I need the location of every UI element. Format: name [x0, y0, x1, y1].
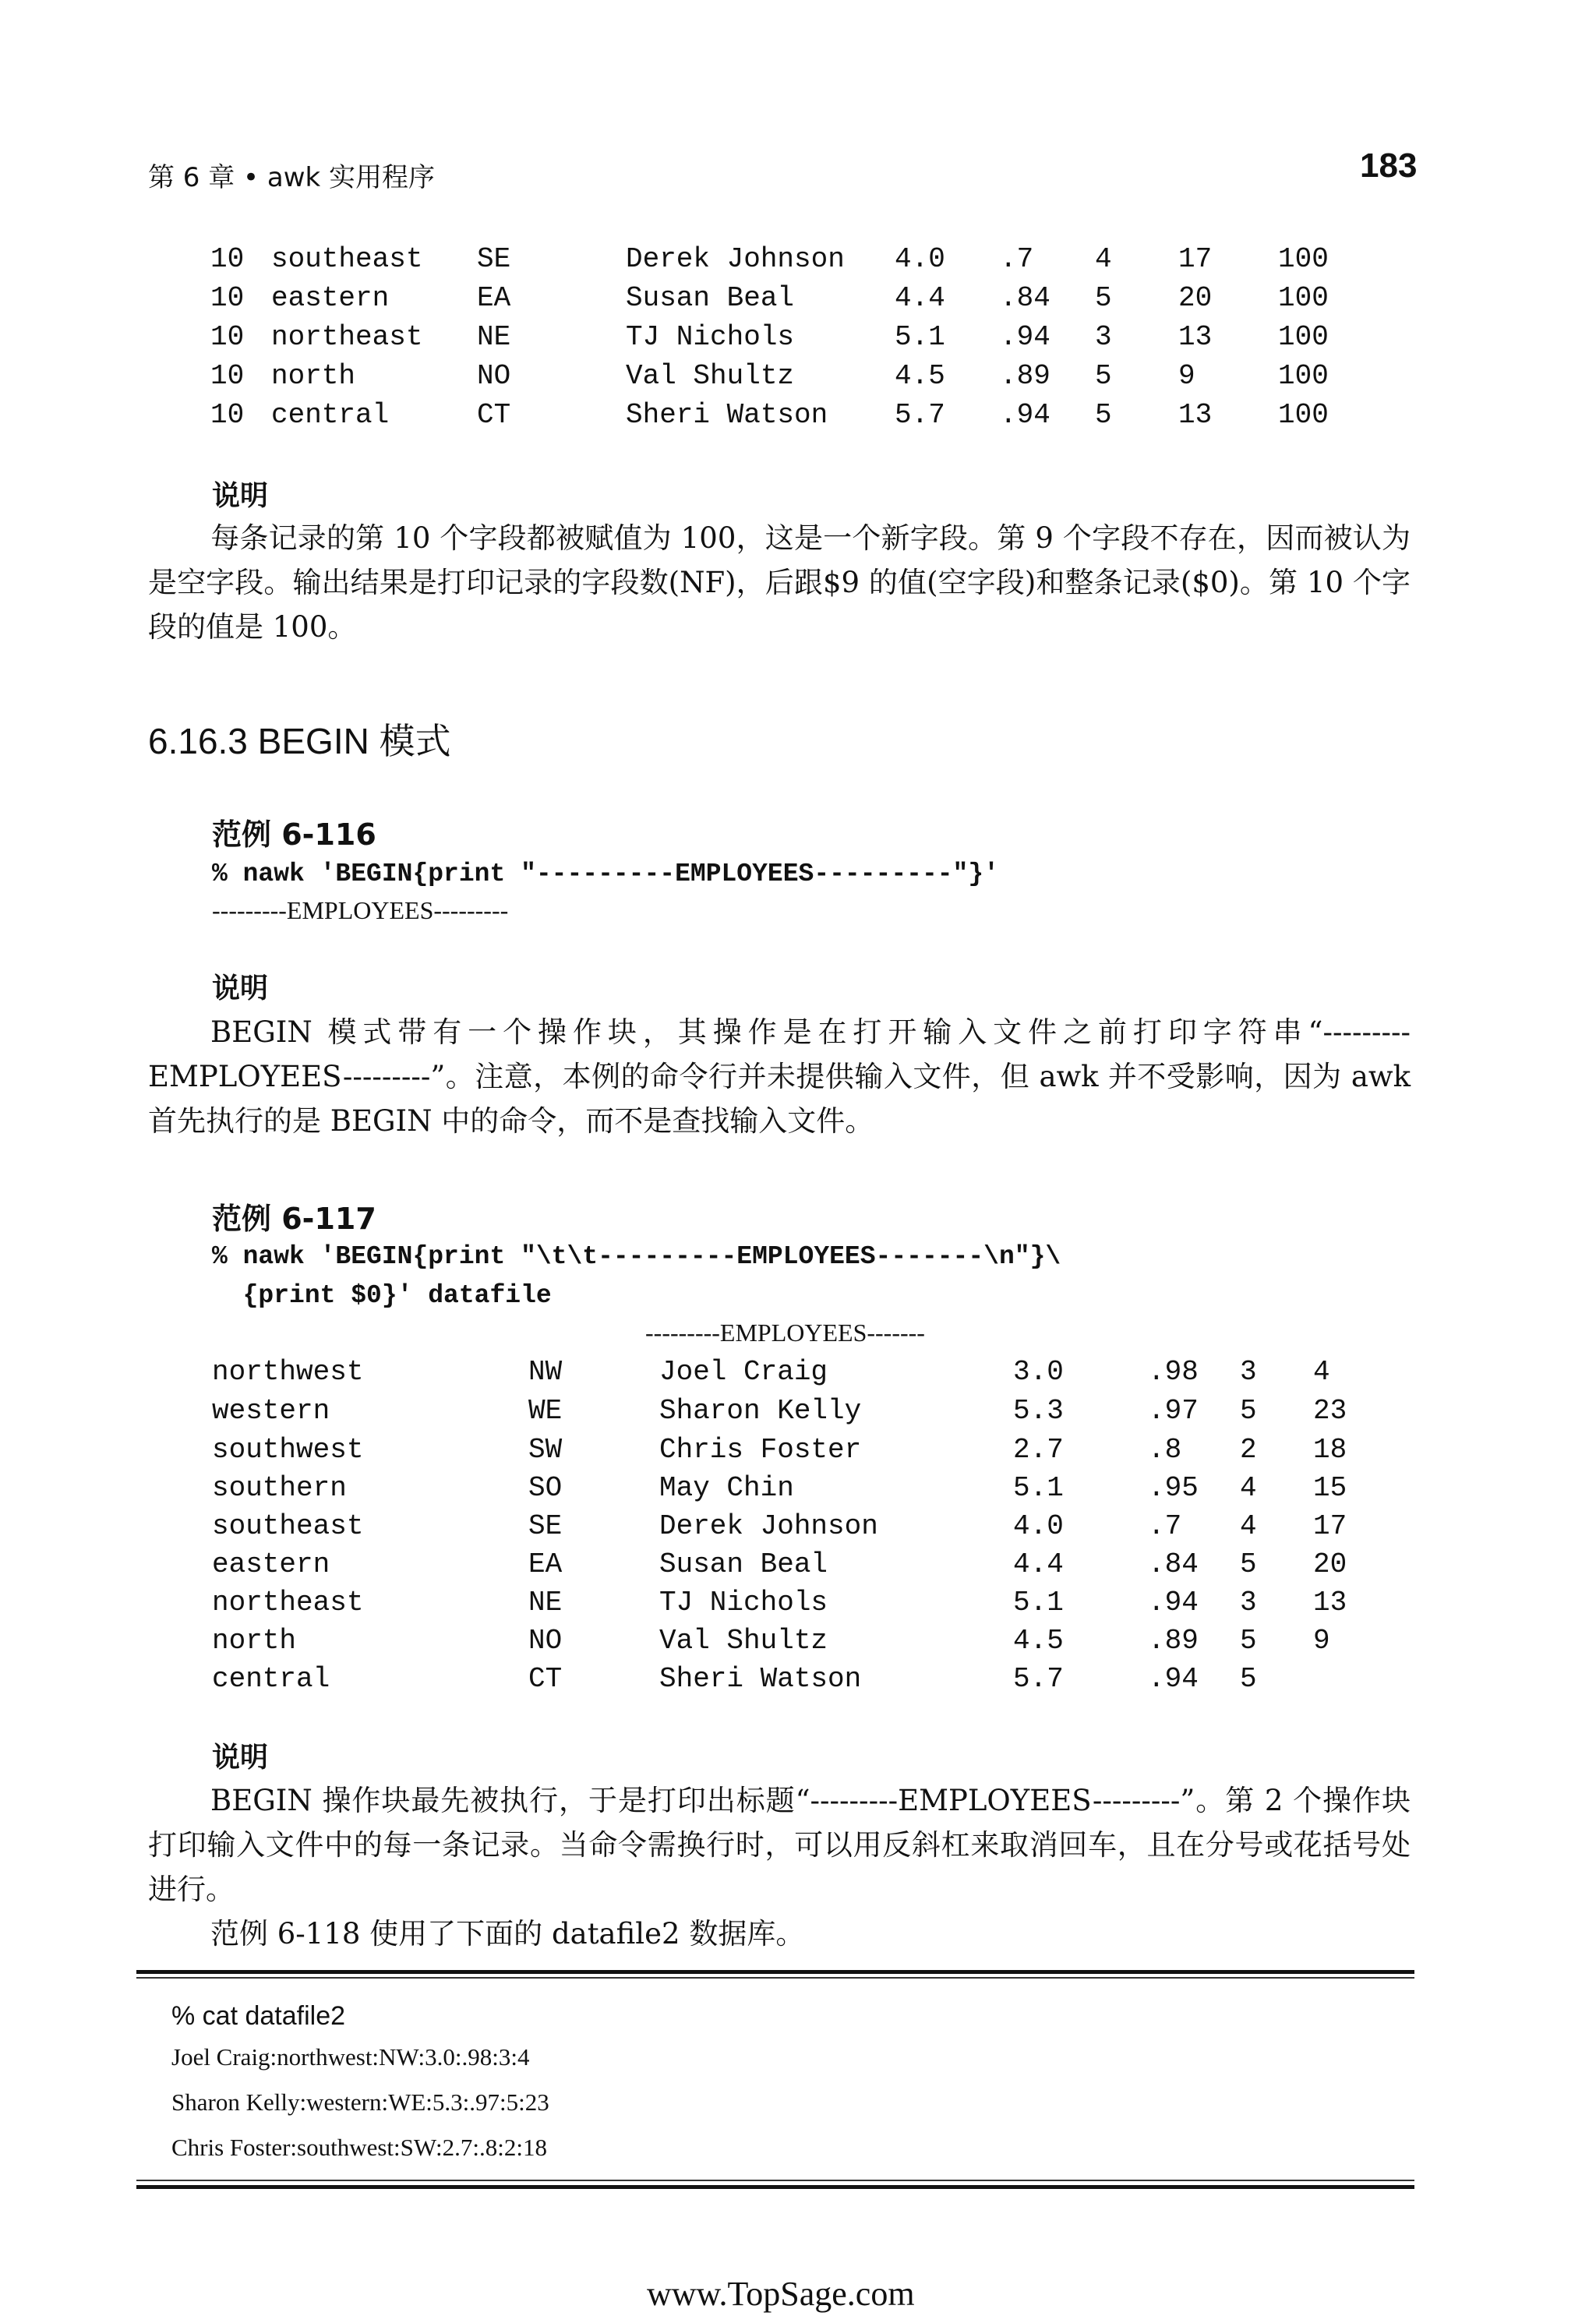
field-name: Susan Beal [626, 282, 795, 314]
field-f4: 5.1 [1013, 1587, 1064, 1619]
field-f6: 3 [1240, 1587, 1257, 1619]
table-row [0, 1356, 1330, 1395]
field-f6: 4 [1240, 1472, 1257, 1504]
note-paragraph [148, 1778, 1411, 1912]
note-heading: 说明 [212, 480, 269, 512]
field-f4: 5.7 [1013, 1663, 1064, 1695]
chapter-header: 第 6 章 • awk 实用程序 [148, 162, 436, 193]
field-f6: .94 [1000, 399, 1050, 431]
note-heading: 说明 [212, 973, 269, 1004]
field-f6: 3 [1240, 1356, 1257, 1388]
listing-line: Sharon Kelly:western:WE:5.3:.97:5:23 [171, 2088, 549, 2116]
note-heading: 说明 [212, 1742, 269, 1774]
field-f7: 13 [1313, 1587, 1347, 1619]
field-nf: 10 [210, 243, 245, 275]
field-name: Chris Foster [659, 1434, 862, 1466]
field-f5: 4.5 [895, 360, 945, 392]
field-f6: .94 [1000, 321, 1050, 353]
field-f6: 5 [1240, 1663, 1257, 1695]
table-row [0, 1663, 1257, 1702]
field-f4: 4.4 [1013, 1548, 1064, 1580]
field-name: Sheri Watson [626, 399, 828, 431]
field-code: SW [528, 1434, 563, 1466]
field-f6: .84 [1000, 282, 1050, 314]
table-row [0, 1472, 1347, 1511]
field-f8: 9 [1178, 360, 1195, 392]
field-f4: 5.1 [1013, 1472, 1064, 1504]
field-f7: 4 [1095, 243, 1112, 275]
field-f7: 4 [1313, 1356, 1330, 1388]
command-line: % nawk 'BEGIN{print "---------EMPLOYEES---------"}' [212, 860, 999, 888]
table-row [0, 282, 1329, 321]
field-f4: 4.5 [1013, 1625, 1064, 1657]
field-f5: 4.4 [895, 282, 945, 314]
field-region: northwest [212, 1356, 364, 1388]
field-nf: 10 [210, 399, 245, 431]
field-region: north [271, 360, 356, 392]
field-f7: 9 [1313, 1625, 1330, 1657]
example-title: 范例 6-116 [212, 817, 376, 852]
field-f5: .98 [1148, 1356, 1199, 1388]
field-f7: 23 [1313, 1395, 1347, 1427]
section-title: 6.16.3 BEGIN 模式 [148, 721, 451, 761]
field-name: Derek Johnson [626, 243, 845, 275]
field-f5: 5.1 [895, 321, 945, 353]
field-f7: 18 [1313, 1434, 1347, 1466]
field-f6: 4 [1240, 1510, 1257, 1542]
field-region: southwest [212, 1434, 364, 1466]
field-region: eastern [212, 1548, 330, 1580]
field-f10: 100 [1278, 243, 1329, 275]
field-code: CT [528, 1663, 563, 1695]
field-f6: 5 [1240, 1625, 1257, 1657]
field-f6: 5 [1240, 1548, 1257, 1580]
field-f6: .7 [1000, 243, 1034, 275]
field-name: TJ Nichols [659, 1587, 828, 1619]
table-row [0, 321, 1329, 360]
field-region: southeast [212, 1510, 364, 1542]
footer-url: www.TopSage.com [647, 2275, 915, 2313]
field-f6: 2 [1240, 1434, 1257, 1466]
field-f4: 5.3 [1013, 1395, 1064, 1427]
field-region: northeast [212, 1587, 364, 1619]
field-f7: 20 [1313, 1548, 1347, 1580]
field-f7: 17 [1313, 1510, 1347, 1542]
field-f8: 20 [1178, 282, 1213, 314]
table-row [0, 243, 1329, 282]
note-text: 每条记录的第 10 个字段都被赋值为 100，这是一个新字段。第 9 个字段不存在，因而被认为是空字段。输出结果是打印记录的字段数(NF)，后跟$9 的值(空字段)和整条记录($0)。第 10 个字段的值是 100。 [148, 521, 1411, 644]
field-region: central [212, 1663, 330, 1695]
field-nf: 10 [210, 321, 245, 353]
field-nf: 10 [210, 360, 245, 392]
field-f5: 4.0 [895, 243, 945, 275]
field-name: Susan Beal [659, 1548, 828, 1580]
field-f8: 13 [1178, 321, 1213, 353]
field-region: northeast [271, 321, 423, 353]
example-title: 范例 6-117 [212, 1202, 376, 1236]
field-code: NO [477, 360, 511, 392]
field-f4: 4.0 [1013, 1510, 1064, 1542]
table-row [0, 360, 1329, 399]
field-region: eastern [271, 282, 390, 314]
field-f5: .95 [1148, 1472, 1199, 1504]
field-name: Val Shultz [626, 360, 795, 392]
field-f7: 15 [1313, 1472, 1347, 1504]
divider [136, 1977, 1414, 1979]
table-row [0, 1625, 1330, 1664]
table-row [0, 1434, 1347, 1473]
field-f10: 100 [1278, 321, 1329, 353]
field-f8: 17 [1178, 243, 1213, 275]
field-f8: 13 [1178, 399, 1213, 431]
field-f5: .84 [1148, 1548, 1199, 1580]
field-f4: 2.7 [1013, 1434, 1064, 1466]
page-number: 183 [1360, 147, 1418, 185]
field-region: southern [212, 1472, 347, 1504]
divider [136, 2180, 1414, 2181]
table-row [0, 1548, 1347, 1587]
command-line: % nawk 'BEGIN{print "\t\t---------EMPLOYEES-------\n"}\ [212, 1242, 1061, 1271]
field-code: SE [477, 243, 511, 275]
field-f7: 3 [1095, 321, 1112, 353]
field-nf: 10 [210, 282, 245, 314]
field-region: north [212, 1625, 297, 1657]
field-code: WE [528, 1395, 563, 1427]
field-code: SO [528, 1472, 563, 1504]
table-row [0, 399, 1329, 438]
field-code: NW [528, 1356, 563, 1388]
field-f5: .7 [1148, 1510, 1182, 1542]
field-f5: .8 [1148, 1434, 1182, 1466]
field-name: Sharon Kelly [659, 1395, 862, 1427]
note-paragraph [148, 516, 1411, 649]
note-text: BEGIN 操作块最先被执行，于是打印出标题“---------EMPLOYEES---------”。第 2 个操作块打印输入文件中的每一条记录。当命令需换行时，可以用反斜杠来取消回车，且在分号或花括号处进行。 [148, 1784, 1411, 1906]
field-code: NE [477, 321, 511, 353]
field-name: Val Shultz [659, 1625, 828, 1657]
field-f7: 5 [1095, 282, 1112, 314]
field-f10: 100 [1278, 282, 1329, 314]
field-code: EA [477, 282, 511, 314]
table-row [0, 1510, 1347, 1549]
note-text: BEGIN 模式带有一个操作块，其操作是在打开输入文件之前打印字符串“---------EMPLOYEES---------”。注意，本例的命令行并未提供输入文件，但 awk 并不受影响，因为 awk 首先执行的是 BEGIN 中的命令，而不是查找输入文件。 [148, 1015, 1411, 1138]
field-f5: 5.7 [895, 399, 945, 431]
listing-line: Chris Foster:southwest:SW:2.7:.8:2:18 [171, 2134, 547, 2161]
field-name: Sheri Watson [659, 1663, 862, 1695]
note-text: 范例 6-118 使用了下面的 datafile2 数据库。 [210, 1917, 805, 1951]
table-row [0, 1395, 1347, 1434]
listing-line: Joel Craig:northwest:NW:3.0:.98:3:4 [171, 2043, 530, 2071]
divider [136, 1970, 1414, 1974]
field-name: Joel Craig [659, 1356, 828, 1388]
field-name: TJ Nichols [626, 321, 795, 353]
note-paragraph [148, 1010, 1411, 1143]
field-f6: 5 [1240, 1395, 1257, 1427]
field-name: May Chin [659, 1472, 794, 1504]
field-f5: .89 [1148, 1625, 1199, 1657]
field-code: EA [528, 1548, 563, 1580]
note-paragraph [148, 1912, 1411, 1956]
field-f5: .97 [1148, 1395, 1199, 1427]
command-output: ---------EMPLOYEES--------- [212, 896, 509, 924]
field-f10: 100 [1278, 360, 1329, 392]
command-line: {print $0}' datafile [212, 1281, 552, 1310]
field-f7: 5 [1095, 360, 1112, 392]
output-header: ---------EMPLOYEES------- [645, 1319, 925, 1347]
field-code: NO [528, 1625, 563, 1657]
divider [136, 2185, 1414, 2189]
command-line: % cat datafile2 [171, 2001, 346, 2031]
field-f4: 3.0 [1013, 1356, 1064, 1388]
field-code: SE [528, 1510, 563, 1542]
field-name: Derek Johnson [659, 1510, 878, 1542]
field-f7: 5 [1095, 399, 1112, 431]
field-region: western [212, 1395, 330, 1427]
field-f5: .94 [1148, 1587, 1199, 1619]
field-f6: .89 [1000, 360, 1050, 392]
table-row [0, 1587, 1347, 1626]
field-f5: .94 [1148, 1663, 1199, 1695]
field-region: central [271, 399, 390, 431]
field-code: CT [477, 399, 511, 431]
field-region: southeast [271, 243, 423, 275]
field-code: NE [528, 1587, 563, 1619]
field-f10: 100 [1278, 399, 1329, 431]
